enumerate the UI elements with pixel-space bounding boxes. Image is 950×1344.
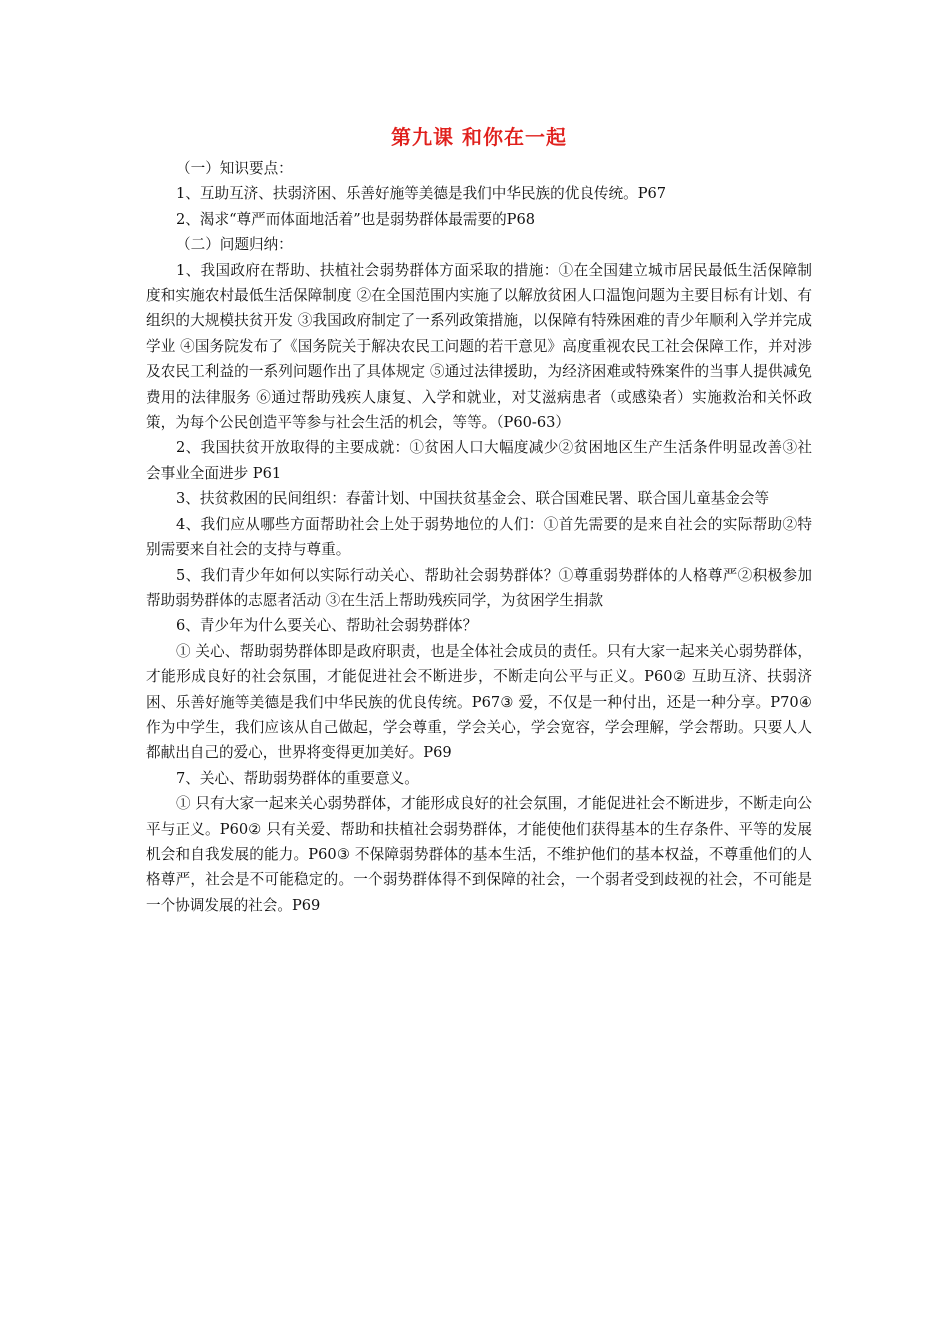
question-item-4: 4、我们应从哪些方面帮助社会上处于弱势地位的人们：①首先需要的是来自社会的实际帮助②特别需要来自社会的支持与尊重。 (146, 515, 812, 559)
answer-item-7: ① 只有大家一起来关心弱势群体，才能形成良好的社会氛围，才能促进社会不断进步，不断走向公平与正义。P60② 只有关爱、帮助和扶植社会弱势群体，才能使他们获得基本的生存条件、平等的发展机会和自我发展的能力。P60③ 不保障弱势群体的基本生活，不维护他们的基本权益，不尊重他们的人格尊严，社会是不可能稳定的。一个弱势群体得不到保障的社会，一个弱者受到歧视的社会，不可能是一个协调发展的社会。P69 (146, 795, 812, 914)
knowledge-item-1: 1、互助互济、扶弱济困、乐善好施等美德是我们中华民族的优良传统。P67 (176, 185, 667, 203)
document-page (146, 118, 812, 918)
question-item-2: 2、我国扶贫开放取得的主要成就：①贫困人口大幅度减少②贫困地区生产生活条件明显改善③社会事业全面进步 P61 (146, 439, 812, 482)
section-heading-knowledge: （一）知识要点： (176, 160, 293, 177)
page-title: 第九课 和你在一起 (391, 125, 567, 149)
question-item-5: 5、我们青少年如何以实际行动关心、帮助社会弱势群体？①尊重弱势群体的人格尊严②积极参加帮助弱势群体的志愿者活动 ③在生活上帮助残疾同学，为贫困学生捐款 (146, 566, 812, 609)
section-heading-questions: （二）问题归纳： (176, 236, 293, 254)
question-item-7: 7、关心、帮助弱势群体的重要意义。 (176, 769, 419, 787)
question-item-3: 3、扶贫救困的民间组织：春蕾计划、中国扶贫基金会、联合国难民署、联合国儿童基金会等 (176, 490, 770, 508)
question-item-6: 6、青少年为什么要关心、帮助社会弱势群体？ (176, 617, 478, 635)
answer-item-6: ① 关心、帮助弱势群体即是政府职责，也是全体社会成员的责任。只有大家一起来关心弱势群体，才能形成良好的社会氛围，才能促进社会不断进步，不断走向公平与正义。P60② 互助互济、扶弱济困、乐善好施等美德是我们中华民族的优良传统。P67③ 爱，不仅是一种付出，还是一种分享。P70④ 作为中学生，我们应该从自己做起，学会尊重，学会关心，学会宽容，学会理解，学会帮助。只要人人都献出自己的爱心，世界将变得更加美好。P69 (146, 642, 812, 762)
knowledge-item-2: 2、渴求“尊严而体面地活着”也是弱势群体最需要的P68 (176, 210, 536, 228)
question-item-1: 1、我国政府在帮助、扶植社会弱势群体方面采取的措施：①在全国建立城市居民最低生活保障制度和实施农村最低生活保障制度 ②在全国范围内实施了以解放贫困人口温饱问题为主要目标有计划、有组织的大规模扶贫开发 ③我国政府制定了一系列政策措施，以保障有特殊困难的青少年顺利入学并完成学业 ④国务院发布了《国务院关于解决农民工问题的若干意见》高度重视农民工社会保障工作，并对涉及农民工利益的一系列问题作出了具体规定 ⑤通过法律援助，为经济困难或特殊案件的当事人提供减免费用的法律服务 ⑥通过帮助残疾人康复、入学和就业，对艾滋病患者（或感染者）实施救治和关怀政策，为每个公民创造平等参与社会生活的机会，等等。（P60-63） (146, 261, 812, 432)
